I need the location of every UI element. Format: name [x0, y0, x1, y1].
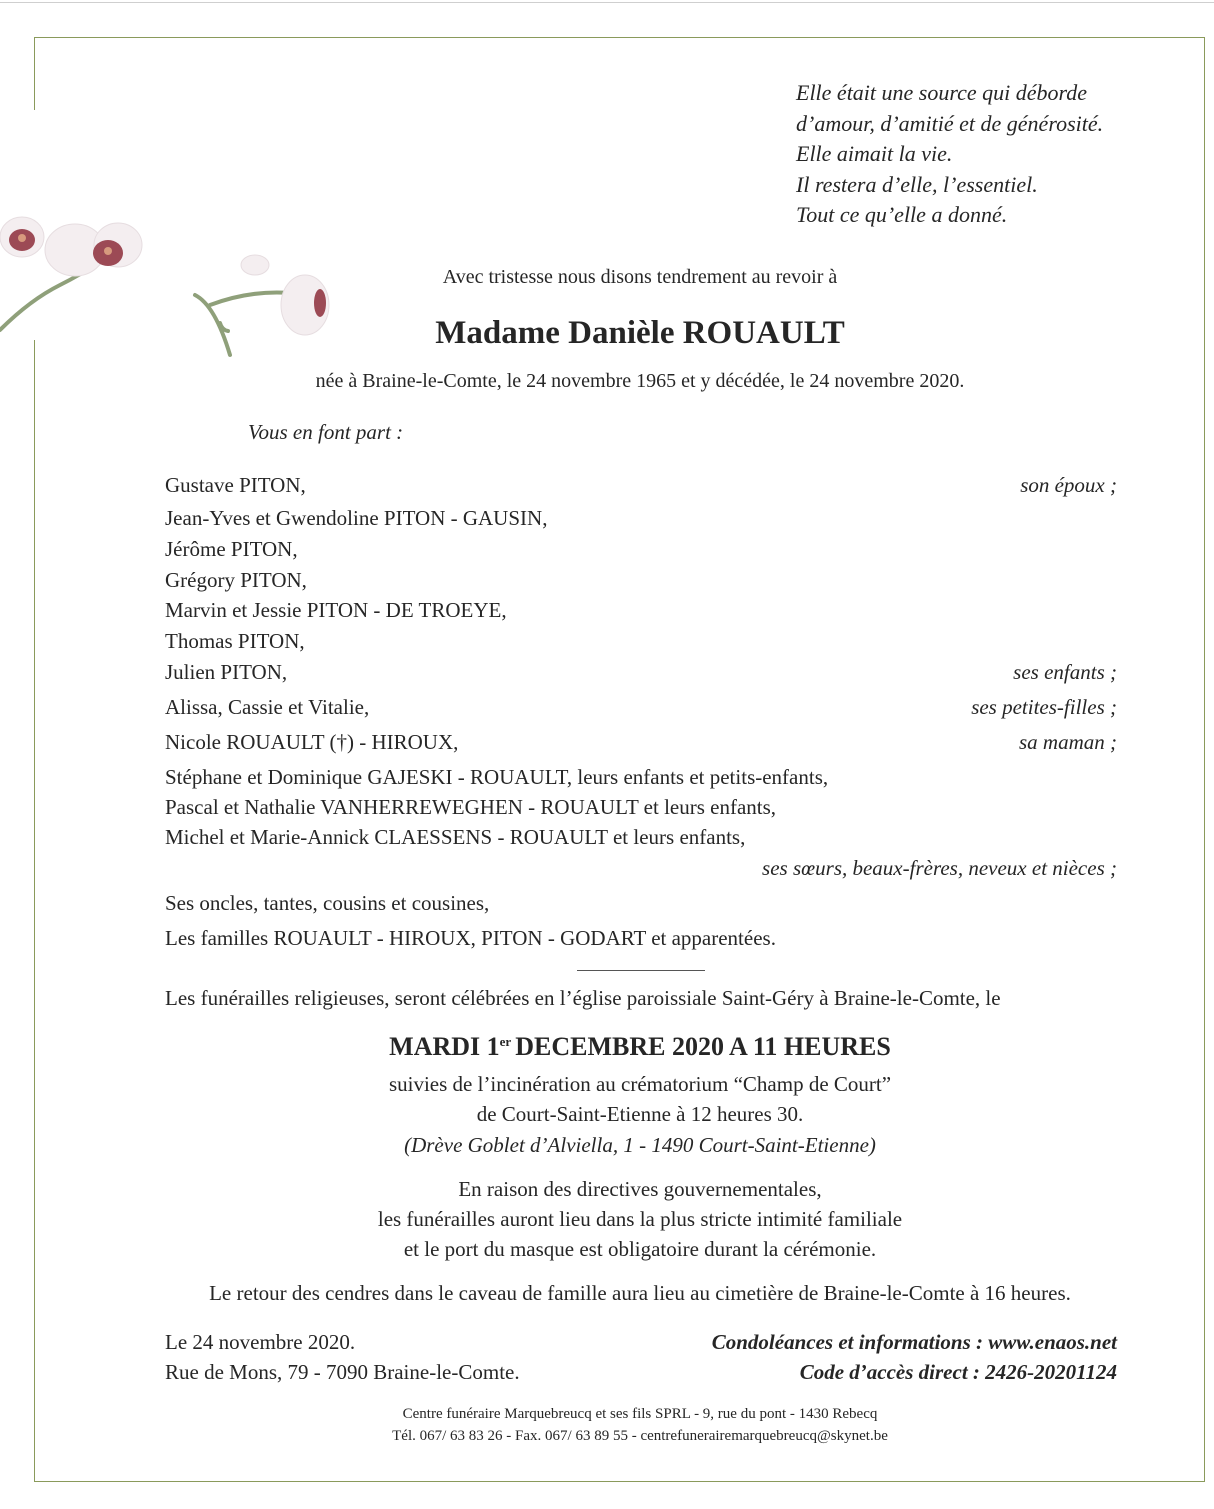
family-name: Stéphane et Dominique GAJESKI - ROUAULT, leurs enfants et petits-enfants, — [165, 765, 829, 789]
family-row — [165, 692, 1117, 722]
family-name: Thomas PITON, — [165, 629, 305, 653]
poem-line: d’amour, d’amitié et de générosité. — [796, 110, 1104, 136]
cremation-line-2: de Court-Saint-Etienne à 12 heures 30. — [476, 1102, 804, 1126]
birth-death-text: née à Braine-le-Comte, le 24 novembre 1965 et y décédée, le 24 novembre 2020. — [315, 370, 965, 392]
orchid-branch-right — [195, 293, 290, 356]
notice-line-3: et le port du masque est obligatoire durant la cérémonie. — [403, 1237, 877, 1261]
poem-line: Elle était une source qui déborde — [796, 80, 1088, 105]
family-relation: ses enfants ; — [1013, 660, 1117, 684]
cremation-line-1: suivies de l’incinération au crématorium “Champ de Court” — [388, 1072, 892, 1096]
family-name: Gustave PITON, — [165, 473, 306, 497]
ashes-text: Le retour des cendres dans le caveau de famille aura lieu au cimetière de Braine-le-Comte à 16 heures. — [209, 1281, 1071, 1305]
footer-line-1: Centre funéraire Marquebreucq et ses fils SPRL - 9, rue du pont - 1430 Rebecq — [402, 1406, 878, 1422]
poem-line: Il restera d’elle, l’essentiel. — [796, 171, 1038, 197]
poem-line: Tout ce qu’elle a donné. — [796, 202, 1008, 227]
family-row — [165, 534, 1117, 564]
family-row — [165, 626, 1117, 656]
notice-line-1: En raison des directives gouvernementales, — [458, 1177, 822, 1201]
top-edge-line — [0, 2, 1214, 3]
family-name: Marvin et Jessie PITON - DE TROEYE, — [165, 598, 507, 622]
access-code: Code d’accès direct : 2426-20201124 — [799, 1360, 1117, 1384]
family-row — [165, 565, 1117, 595]
family-name: Ses oncles, tantes, cousins et cousines, — [165, 891, 490, 915]
family-row — [165, 853, 1117, 883]
family-name: Julien PITON, — [165, 660, 288, 684]
family-name: Michel et Marie-Annick CLAESSENS - ROUAULT et leurs enfants, — [165, 825, 746, 849]
family-row — [165, 792, 1117, 822]
family-name: Jean-Yves et Gwendoline PITON - GAUSIN, — [165, 506, 548, 530]
poem-line: Elle aimait la vie. — [796, 141, 953, 166]
funeral-date-sup: er — [499, 1034, 512, 1049]
poem — [796, 78, 1103, 231]
orchid-petals — [0, 217, 329, 335]
family-row — [165, 762, 1117, 792]
family-relation: sa maman ; — [1019, 730, 1117, 754]
family-name: Pascal et Nathalie VANHERREWEGHEN - ROUAULT et leurs enfants, — [165, 795, 777, 819]
funeral-intro: Les funérailles religieuses, seront célébrées en l’église paroissiale Saint-Géry à Braine-le-Comte, le — [165, 986, 1001, 1010]
family-row — [165, 595, 1117, 625]
condolences-link[interactable]: Condoléances et informations : www.enaos.net — [711, 1330, 1117, 1354]
funeral-date-day: MARDI 1 — [389, 1032, 500, 1061]
funeral-date-rest: DECEMBRE 2020 A 11 HEURES — [515, 1032, 891, 1061]
family-row — [165, 727, 1117, 757]
family-row — [165, 657, 1117, 687]
family-name: Grégory PITON, — [165, 568, 307, 592]
family-name: Les familles ROUAULT - HIROUX, PITON - GODART et apparentées. — [165, 926, 776, 950]
closing-address: Rue de Mons, 79 - 7090 Braine-le-Comte. — [165, 1360, 520, 1384]
family-name: Jérôme PITON, — [165, 537, 298, 561]
family-row — [165, 470, 1117, 500]
crematorium-address: (Drève Goblet d’Alviella, 1 - 1490 Court-Saint-Etienne) — [404, 1133, 876, 1157]
family-name: Nicole ROUAULT (†) - HIROUX, — [165, 730, 459, 754]
family-relation: ses petites-filles ; — [971, 695, 1117, 719]
deceased-name: Madame Danièle ROUAULT — [435, 315, 845, 351]
funeral-date — [340, 1032, 940, 1062]
family-relation: son époux ; — [1020, 473, 1117, 497]
orchid-decoration — [0, 205, 345, 375]
family-relation: ses sœurs, beaux-frères, neveux et nièces ; — [762, 856, 1117, 880]
family-row — [165, 822, 1117, 852]
closing-date: Le 24 novembre 2020. — [165, 1330, 356, 1354]
footer-line-2: Tél. 067/ 63 83 26 - Fax. 067/ 63 89 55 - centrefunerairemarquebreucq@skynet.be — [392, 1428, 888, 1444]
notice-line-2: les funérailles auront lieu dans la plus stricte intimité familiale — [377, 1207, 903, 1231]
family-row — [165, 923, 1117, 953]
separator-line — [577, 970, 705, 971]
intro-text: Avec tristesse nous disons tendrement au revoir à — [442, 266, 838, 288]
family-name: Alissa, Cassie et Vitalie, — [165, 695, 370, 719]
announce-text: Vous en font part : — [248, 420, 404, 444]
family-row — [165, 888, 1117, 918]
family-row — [165, 503, 1117, 533]
